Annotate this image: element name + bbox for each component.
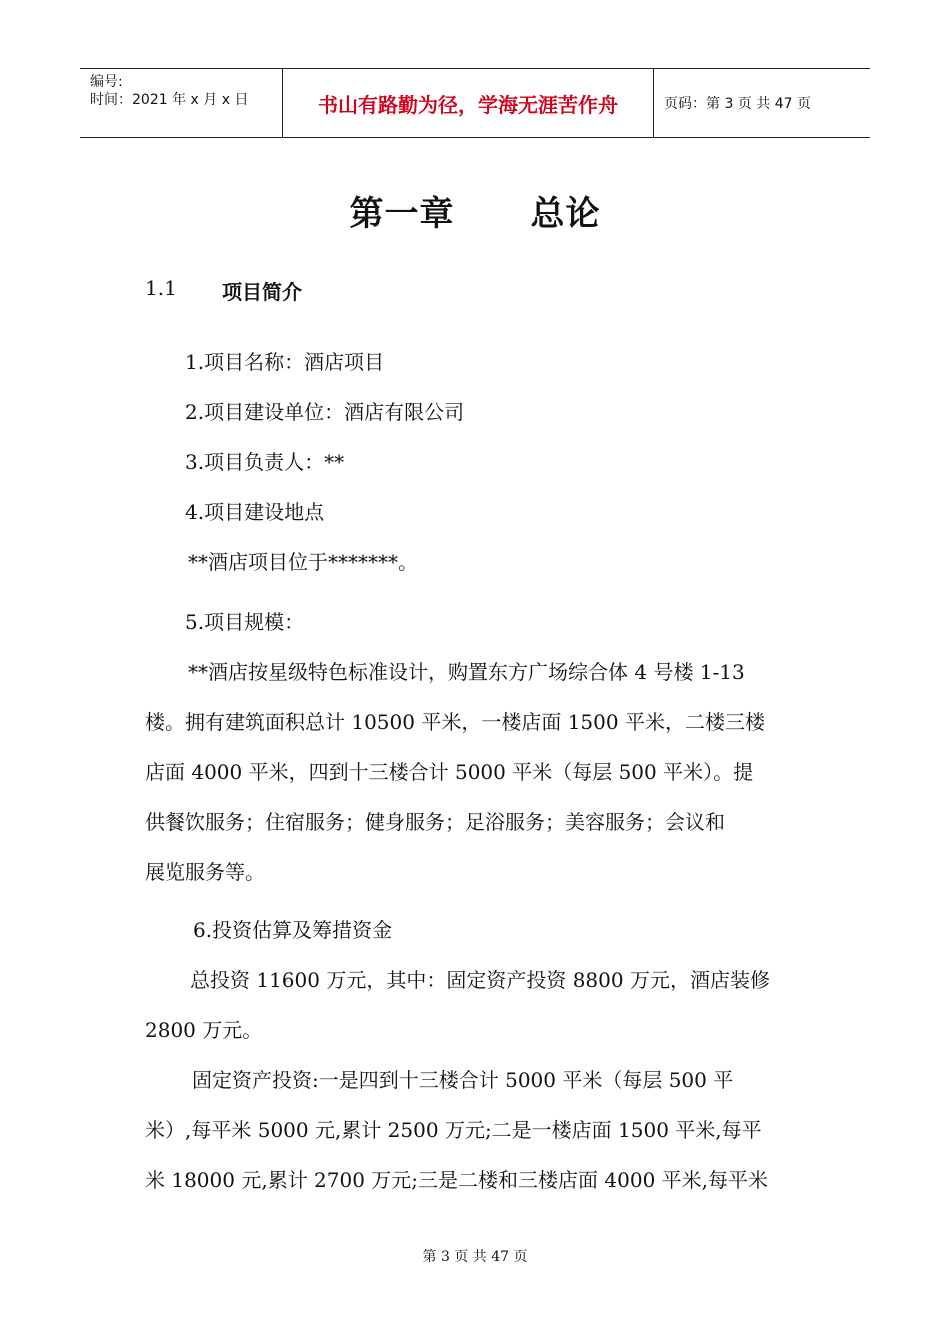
item-project-leader: 3.项目负责人：** xyxy=(185,450,345,474)
page-footer: 第 3 页 共 47 页 xyxy=(422,1249,528,1265)
header-meta xyxy=(80,69,282,137)
item-construction-unit: 2.项目建设单位：酒店有限公司 xyxy=(185,400,465,424)
chapter-title xyxy=(0,186,950,235)
page-header xyxy=(80,68,870,138)
paragraph-line: 米）,每平米 5000 元,累计 2500 万元;二是一楼店面 1500 平米,每平 xyxy=(145,1118,762,1142)
item-location-heading: 4.项目建设地点 xyxy=(185,500,325,524)
item-scale-heading: 5.项目规模： xyxy=(185,610,305,634)
paragraph-line: 2800 万元。 xyxy=(145,1018,263,1042)
paragraph-line: 楼。拥有建筑面积总计 10500 平米，一楼店面 1500 平米，二楼三楼 xyxy=(145,710,765,734)
paragraph-line: 展览服务等。 xyxy=(145,860,265,884)
item-project-name: 1.项目名称：酒店项目 xyxy=(185,350,385,374)
paragraph-line: 总投资 11600 万元，其中：固定资产投资 8800 万元，酒店装修 xyxy=(190,968,770,992)
header-motto: 书山有路勤为径，学海无涯苦作舟 xyxy=(282,69,654,137)
item-location-text: **酒店项目位于*******。 xyxy=(188,550,418,574)
item-investment-heading: 6.投资估算及筹措资金 xyxy=(193,918,393,942)
paragraph-line: 固定资产投资:一是四到十三楼合计 5000 平米（每层 500 平 xyxy=(192,1068,734,1092)
chapter-name: 总论 xyxy=(530,194,601,234)
paragraph-line: **酒店按星级特色标准设计，购置东方广场综合体 4 号楼 1-13 xyxy=(188,660,745,684)
paragraph-line: 供餐饮服务；住宿服务；健身服务；足浴服务；美容服务；会议和 xyxy=(145,810,725,834)
section-title: 项目简介 xyxy=(222,280,302,304)
paragraph-line: 米 18000 元,累计 2700 万元;三是二楼和三楼店面 4000 平米,每平米 xyxy=(145,1168,769,1192)
doc-number-label: 编号: xyxy=(90,74,123,90)
paragraph-line: 店面 4000 平米，四到十三楼合计 5000 平米（每层 500 平米）。提 xyxy=(145,760,754,784)
section-number: 1.1 xyxy=(145,276,177,300)
chapter-number: 第一章 xyxy=(349,194,455,234)
doc-time-label: 时间：2021 年 x 月 x 日 xyxy=(90,92,249,108)
header-page-info: 页码：第 3 页 共 47 页 xyxy=(664,96,811,112)
